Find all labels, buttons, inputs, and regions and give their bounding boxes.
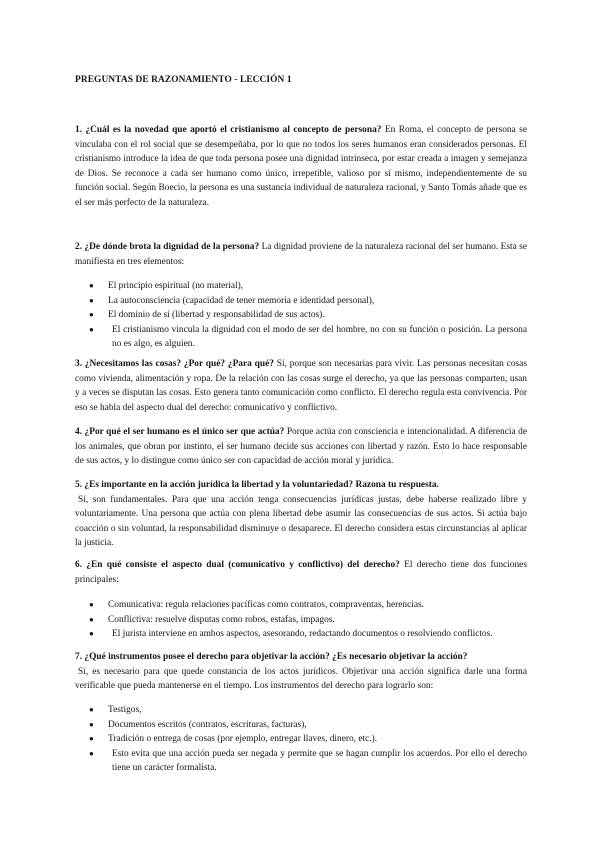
question-6-continuation: ● El jurista interviene en ambos aspectos, asesorando, redactando documentos o resolviendo conflictos. <box>112 629 493 640</box>
question-3-answer: Sí, porque son necesarias para vivir. Las personas necesitan cosas como vivienda, alimentación y ropa. De la relación con las cosas surge el derecho, ya que las personas comparten, usan y a veces se disputan las cosas. Esto genera tanto comunicación como conflicto. El derecho regula esta convivencia. Por eso se habla del aspecto dual del derecho: comunicativo y conflictivo. <box>75 359 527 413</box>
list-item: ● Comunicativa: regula relaciones pacíficas como contratos, compraventas, herencias. <box>75 598 527 613</box>
list-item: ● El dominio de sí (libertad y responsabilidad de sus actos). <box>75 308 527 323</box>
question-2-list <box>75 279 527 352</box>
question-6-heading: 6. ¿En qué consiste el aspecto dual (comunicativo y conflictivo) del derecho? <box>75 560 400 570</box>
question-4-heading: 4. ¿Por qué el ser humano es el único ser que actúa? <box>75 427 285 437</box>
list-item: ● Testigos, <box>75 703 527 718</box>
question-7-answer: Sí, es necesario para que quede constancia de los actos jurídicos. Objetivar una acción significa darle una forma verificable que pueda mantenerse en el tiempo. Los instrumentos del derecho para lograrlo son: <box>75 666 527 692</box>
question-6-continuation-wrap <box>75 627 527 642</box>
question-1-heading: 1. ¿Cuál es la novedad que aportó el cristianismo al concepto de persona? <box>75 125 382 135</box>
question-3-heading: 3. ¿Necesitamos las cosas? ¿Por qué? ¿Para qué? <box>75 359 274 369</box>
question-7-continuation-wrap <box>75 747 527 776</box>
question-7-continuation: ● Esto evita que una acción pueda ser negada y permite que se hagan cumplir los acuerdos. Por ello el derecho tiene un carácter formalista. <box>112 748 527 774</box>
question-6-list <box>75 598 527 642</box>
question-2 <box>75 240 527 269</box>
question-4 <box>75 425 527 469</box>
question-4-answer: Porque actúa con consciencia e intencionalidad. A diferencia de los animales, que obran por instinto, el ser humano decide sus acciones con libertad y razón. Esto lo hace responsable de sus actos, y lo distingue como único ser con capacidad de acción moral y jurídica. <box>75 427 528 467</box>
question-6 <box>75 558 527 587</box>
question-2-continuation-wrap <box>75 323 527 352</box>
question-7 <box>75 650 527 694</box>
question-1-answer: En Roma, el concepto de persona se vinculaba con el rol social que se desempeñaba, por lo que no todos los seres humanos eran considerados personas. El cristianismo introduce la idea de que toda persona posee una dignidad intrínseca, por estar creada a imagen y semejanza de Dios. Se reconoce a cada ser humano como único, irrepetible, valioso por sí mismo, independientemente de su función social. Según Boecio, la persona es una sustancia individual de naturaleza racional, y Santo Tomás añade que es el ser más perfecto de la naturaleza. <box>75 125 527 208</box>
question-6-answer: El derecho tiene dos funciones principales: <box>75 560 527 585</box>
question-5 <box>75 478 527 551</box>
question-7-heading: 7. ¿Qué instrumentos posee el derecho para objetivar la acción? ¿Es necesario objetivar la acción? <box>75 652 468 662</box>
list-item: ● Documentos escritos (contratos, escrituras, facturas), <box>75 718 527 733</box>
question-2-heading: 2. ¿De dónde brota la dignidad de la persona? <box>75 242 260 252</box>
question-7-list <box>75 703 527 776</box>
question-2-answer: La dignidad proviene de la naturaleza racional del ser humano. Esta se manifiesta en tres elementos: <box>75 242 527 267</box>
question-5-heading: 5. ¿Es importante en la acción jurídica la libertad y la voluntariedad? Razona tu respuesta. <box>75 480 439 490</box>
list-item: ● Tradición o entrega de cosas (por ejemplo, entregar llaves, dinero, etc.). <box>75 732 527 747</box>
list-item: ● El principio espiritual (no material), <box>75 279 527 294</box>
list-item: ● La autoconsciencia (capacidad de tener memoria e identidad personal), <box>75 294 527 309</box>
page-title: PREGUNTAS DE RAZONAMIENTO - LECCIÓN 1 <box>75 75 292 85</box>
question-3 <box>75 357 527 415</box>
list-item: ● Conflictiva: resuelve disputas como robos, estafas, impagos. <box>75 613 527 628</box>
question-5-answer: Sí, son fundamentales. Para que una acción tenga consecuencias jurídicas justas, debe haberse realizado libre y voluntariamente. Una persona que actúa con plena libertad debe asumir las consecuencias de sus actos. Si actúa bajo coacción o sin voluntad, la responsabilidad disminuye o desaparece. El derecho considera estas circunstancias al aplicar la justicia. <box>75 494 527 549</box>
question-2-continuation: ● El cristianismo vincula la dignidad con el modo de ser del hombre, no con su función o posición. La persona no es algo, es alguien. <box>112 324 527 350</box>
question-1 <box>75 123 527 211</box>
